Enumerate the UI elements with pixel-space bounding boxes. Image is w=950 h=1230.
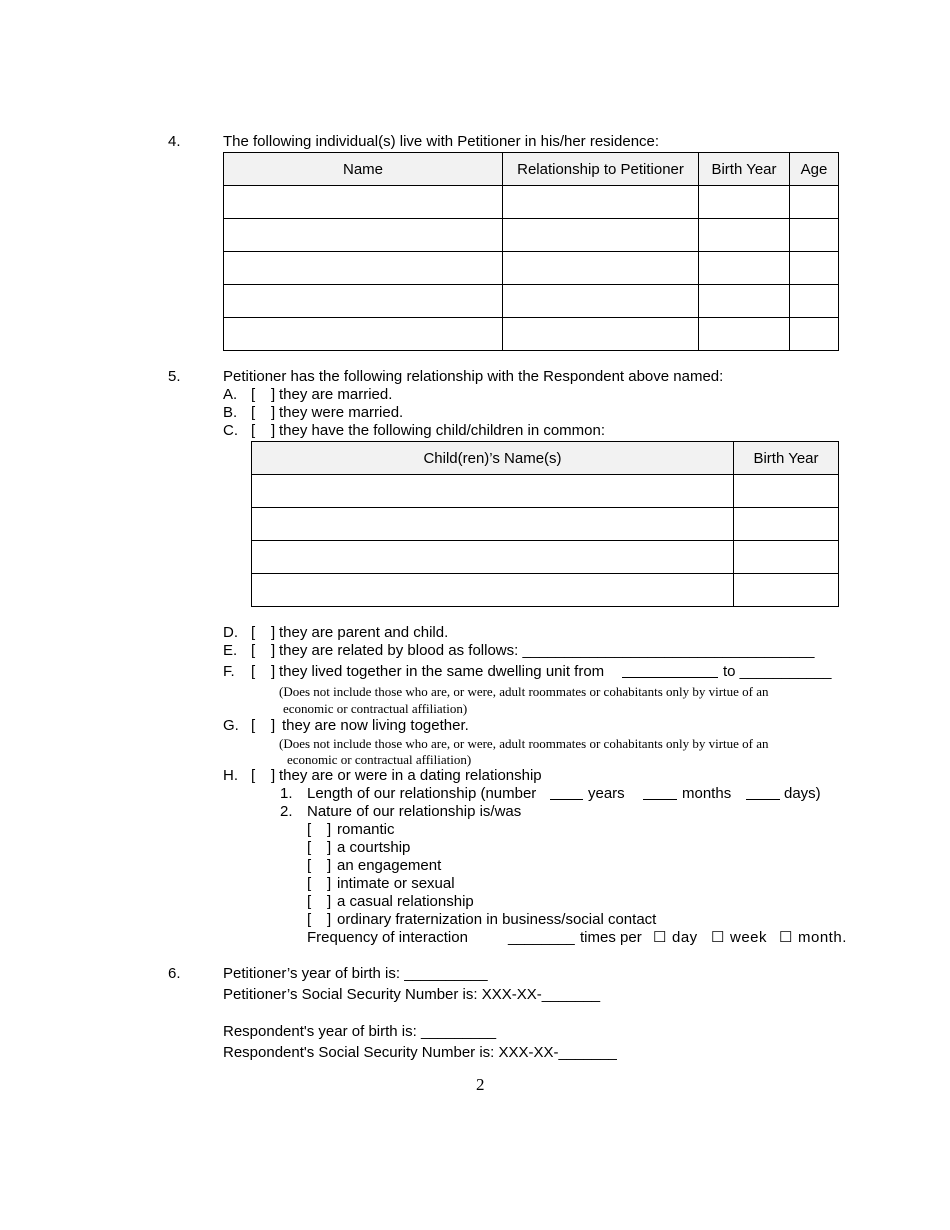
children-header-names: Child(ren)’s Name(s) — [252, 442, 734, 475]
option-g-letter: G. — [223, 717, 239, 734]
option-g-note-line-1: (Does not include those who are, or were, adult roommates or cohabitants only by virtue of an — [279, 736, 769, 751]
residents-cell-birth-year[interactable] — [699, 318, 790, 351]
residents-table — [223, 152, 839, 351]
frequency-times-per: times per — [580, 929, 642, 946]
option-c-checkbox-open[interactable]: [ — [251, 422, 256, 439]
table-row — [224, 252, 839, 285]
table-row — [224, 318, 839, 351]
residents-cell-name[interactable] — [224, 318, 503, 351]
table-row — [224, 186, 839, 219]
option-f-to-text: to ___________ — [723, 663, 832, 680]
h1-text: Length of our relationship (number — [307, 785, 537, 802]
option-b-letter: B. — [223, 404, 238, 421]
nature-casual-label: a casual relationship — [337, 893, 474, 910]
nature-fraternization-label: ordinary fraternization in business/social contact — [337, 911, 657, 928]
section-6-number: 6. — [168, 965, 181, 982]
residents-cell-age[interactable] — [790, 186, 839, 219]
nature-romantic-label: romantic — [337, 821, 395, 838]
petitioner-birth-year: Petitioner’s year of birth is: __________ — [223, 965, 488, 982]
option-c-checkbox-close[interactable]: ] — [271, 422, 276, 439]
section-4-number: 4. — [168, 133, 181, 150]
residents-cell-relationship[interactable] — [503, 186, 699, 219]
nature-courtship-label: a courtship — [337, 839, 411, 856]
option-c-text: they have the following child/children in common: — [279, 422, 606, 439]
frequency-month-checkbox[interactable]: ☐ — [779, 929, 793, 946]
option-f-checkbox-open[interactable]: [ — [251, 663, 256, 680]
option-h-checkbox-open[interactable]: [ — [251, 767, 256, 784]
nature-romantic-checkbox-open[interactable]: [ — [307, 821, 312, 838]
frequency-month-label: month. — [798, 929, 847, 946]
residents-cell-relationship[interactable] — [503, 318, 699, 351]
option-d-checkbox-open[interactable]: [ — [251, 624, 256, 641]
section-5-number: 5. — [168, 368, 181, 385]
months-field[interactable] — [643, 785, 677, 800]
nature-intimate-label: intimate or sexual — [337, 875, 455, 892]
residents-header-name: Name — [224, 153, 503, 186]
option-b-text: they were married. — [279, 404, 404, 421]
residents-header-relationship: Relationship to Petitioner — [503, 153, 699, 186]
respondent-ssn: Respondent's Social Security Number is: XXX-XX-_______ — [223, 1044, 617, 1061]
nature-engagement-label: an engagement — [337, 857, 442, 874]
option-c-letter: C. — [223, 422, 238, 439]
nature-courtship-checkbox-close[interactable]: ] — [327, 839, 332, 856]
children-cell-birth-year[interactable] — [734, 574, 839, 607]
nature-engagement-checkbox-close[interactable]: ] — [327, 857, 332, 874]
residents-cell-birth-year[interactable] — [699, 219, 790, 252]
option-e-letter: E. — [223, 642, 238, 659]
petitioner-ssn: Petitioner’s Social Security Number is: XXX-XX-_______ — [223, 986, 601, 1003]
residents-cell-age[interactable] — [790, 318, 839, 351]
children-cell-name[interactable] — [252, 475, 734, 508]
residents-cell-name[interactable] — [224, 252, 503, 285]
option-e-text: they are related by blood as follows: ___________________________________ — [279, 642, 815, 659]
table-row — [224, 285, 839, 318]
nature-intimate-checkbox-close[interactable]: ] — [327, 875, 332, 892]
table-row — [252, 475, 839, 508]
option-b-checkbox-open[interactable]: [ — [251, 404, 256, 421]
children-cell-name[interactable] — [252, 508, 734, 541]
option-f-note-line-2: economic or contractual affiliation) — [283, 701, 468, 716]
residents-cell-name[interactable] — [224, 219, 503, 252]
option-f-checkbox-close[interactable]: ] — [271, 663, 276, 680]
frequency-day-label: day — [672, 929, 698, 946]
frequency-day-checkbox[interactable]: ☐ — [653, 929, 667, 946]
option-f-letter: F. — [223, 663, 235, 680]
children-table — [251, 441, 839, 607]
option-d-checkbox-close[interactable]: ] — [271, 624, 276, 641]
section-5-text: Petitioner has the following relationship with the Respondent above named: — [223, 368, 724, 385]
residents-cell-age[interactable] — [790, 252, 839, 285]
nature-casual-checkbox-open[interactable]: [ — [307, 893, 312, 910]
residents-header-age: Age — [790, 153, 839, 186]
option-d-text: they are parent and child. — [279, 624, 449, 641]
option-e-checkbox-open[interactable]: [ — [251, 642, 256, 659]
page-number: 2 — [476, 1075, 485, 1094]
table-row — [252, 508, 839, 541]
option-b-checkbox-close[interactable]: ] — [271, 404, 276, 421]
option-g-note-line-2: economic or contractual affiliation) — [287, 752, 472, 767]
option-h-letter: H. — [223, 767, 238, 784]
respondent-birth-year: Respondent's year of birth is: _________ — [223, 1023, 497, 1040]
h1-number: 1. — [280, 785, 293, 802]
residents-cell-name[interactable] — [224, 285, 503, 318]
residents-cell-birth-year[interactable] — [699, 252, 790, 285]
children-header-birth-year: Birth Year — [734, 442, 839, 475]
nature-engagement-checkbox-open[interactable]: [ — [307, 857, 312, 874]
nature-romantic-checkbox-close[interactable]: ] — [327, 821, 332, 838]
nature-courtship-checkbox-open[interactable]: [ — [307, 839, 312, 856]
frequency-week-label: week — [730, 929, 768, 946]
option-a-text: they are married. — [279, 386, 393, 403]
option-f-from-field[interactable] — [622, 663, 718, 678]
frequency-week-checkbox[interactable]: ☐ — [711, 929, 725, 946]
option-g-checkbox-open[interactable]: [ — [251, 717, 256, 734]
section-4-text: The following individual(s) live with Petitioner in his/her residence: — [223, 133, 660, 150]
residents-cell-name[interactable] — [224, 186, 503, 219]
nature-fraternization-checkbox-close[interactable]: ] — [327, 911, 332, 928]
option-a-letter: A. — [223, 386, 238, 403]
option-h-checkbox-close[interactable]: ] — [271, 767, 276, 784]
residents-cell-relationship[interactable] — [503, 285, 699, 318]
days-field[interactable] — [746, 785, 780, 800]
table-row — [252, 541, 839, 574]
table-row — [252, 574, 839, 607]
option-g-text: they are now living together. — [282, 717, 469, 734]
option-d-letter: D. — [223, 624, 238, 641]
frequency-label: Frequency of interaction — [307, 929, 468, 946]
residents-cell-birth-year[interactable] — [699, 186, 790, 219]
nature-casual-checkbox-close[interactable]: ] — [327, 893, 332, 910]
residents-header-birth-year: Birth Year — [699, 153, 790, 186]
years-label: years — [588, 785, 625, 802]
days-label: days) — [784, 785, 821, 802]
option-h-text: they are or were in a dating relationship — [279, 767, 542, 784]
children-cell-birth-year[interactable] — [734, 475, 839, 508]
residents-cell-relationship[interactable] — [503, 252, 699, 285]
table-row — [224, 219, 839, 252]
children-cell-birth-year[interactable] — [734, 541, 839, 574]
residents-cell-age[interactable] — [790, 285, 839, 318]
h2-number: 2. — [280, 803, 293, 820]
option-g-checkbox-close[interactable]: ] — [271, 717, 276, 734]
years-field[interactable] — [550, 785, 583, 800]
h2-text: Nature of our relationship is/was — [307, 803, 522, 820]
frequency-field[interactable]: ________ — [508, 929, 575, 946]
residents-cell-relationship[interactable] — [503, 219, 699, 252]
nature-intimate-checkbox-open[interactable]: [ — [307, 875, 312, 892]
residents-cell-birth-year[interactable] — [699, 285, 790, 318]
residents-cell-age[interactable] — [790, 219, 839, 252]
months-label: months — [682, 785, 732, 802]
option-a-checkbox-close[interactable]: ] — [271, 386, 276, 403]
children-cell-name[interactable] — [252, 541, 734, 574]
option-f-note-line-1: (Does not include those who are, or were, adult roommates or cohabitants only by virtue of an — [279, 684, 769, 699]
children-cell-name[interactable] — [252, 574, 734, 607]
option-a-checkbox-open[interactable]: [ — [251, 386, 256, 403]
option-e-checkbox-close[interactable]: ] — [271, 642, 276, 659]
children-cell-birth-year[interactable] — [734, 508, 839, 541]
option-f-text: they lived together in the same dwelling unit from — [279, 663, 605, 680]
nature-fraternization-checkbox-open[interactable]: [ — [307, 911, 312, 928]
